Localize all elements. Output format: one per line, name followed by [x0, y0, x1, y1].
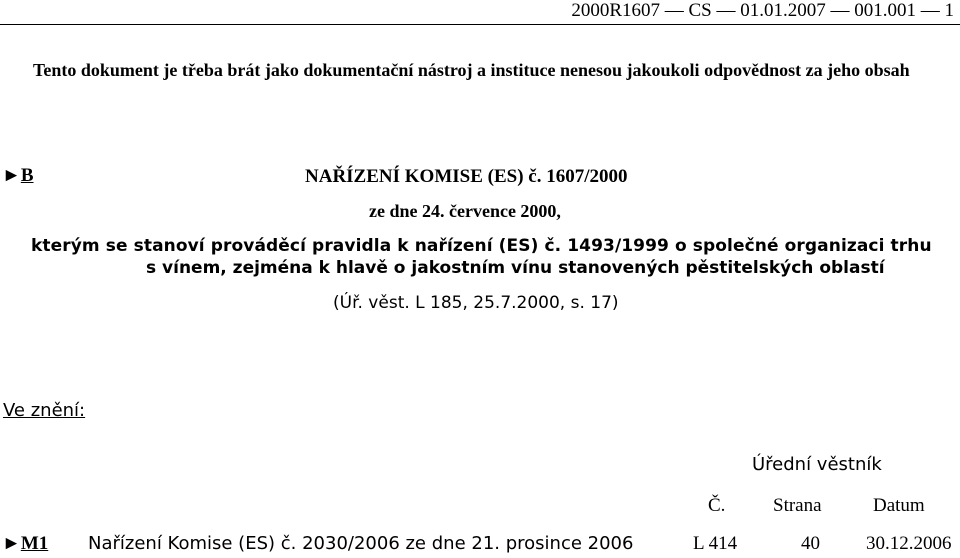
column-header-page: Strana: [773, 495, 822, 516]
official-journal-reference: (Úř. věst. L 185, 25.7.2000, s. 17): [333, 293, 619, 313]
document-header: 2000R1607 — CS — 01.01.2007 — 001.001 — 1: [571, 0, 954, 21]
regulation-subject-line-1: kterým se stanoví prováděcí pravidla k nařízení (ES) č. 1493/1999 o společné organizaci trhu: [31, 236, 932, 256]
amendment-marker[interactable]: [2, 533, 48, 555]
disclaimer-text: Tento dokument je třeba brát jako dokumentační nástroj a instituce nenesou jakoukoli odpovědnost za jeho obsah: [33, 60, 910, 80]
regulation-date: ze dne 24. července 2000,: [369, 201, 561, 221]
amendment-oj-page: 40: [801, 533, 820, 554]
arrow-right-icon: ►: [2, 533, 21, 554]
regulation-title: NAŘÍZENÍ KOMISE (ES) č. 1607/2000: [305, 166, 628, 187]
arrow-right-icon: ►: [2, 165, 21, 186]
official-journal-header: Úřední věstník: [752, 454, 882, 475]
regulation-subject-line-2: s vínem, zejména k hlavě o jakostním vínu stanovených pěstitelských oblastí: [146, 258, 885, 278]
column-header-number: Č.: [708, 495, 726, 516]
amendment-title: Nařízení Komise (ES) č. 2030/2006 ze dne 21. prosince 2006: [88, 533, 634, 554]
amendment-marker-label: M1: [20, 533, 49, 554]
marker-label: B: [20, 165, 34, 186]
amendment-oj-date: 30.12.2006: [866, 533, 952, 554]
header-rule: [0, 24, 960, 25]
amended-by-label: Ve znění:: [3, 400, 86, 421]
amendment-oj-number: L 414: [693, 533, 738, 554]
column-header-date: Datum: [873, 495, 925, 516]
base-act-marker[interactable]: [2, 165, 34, 187]
